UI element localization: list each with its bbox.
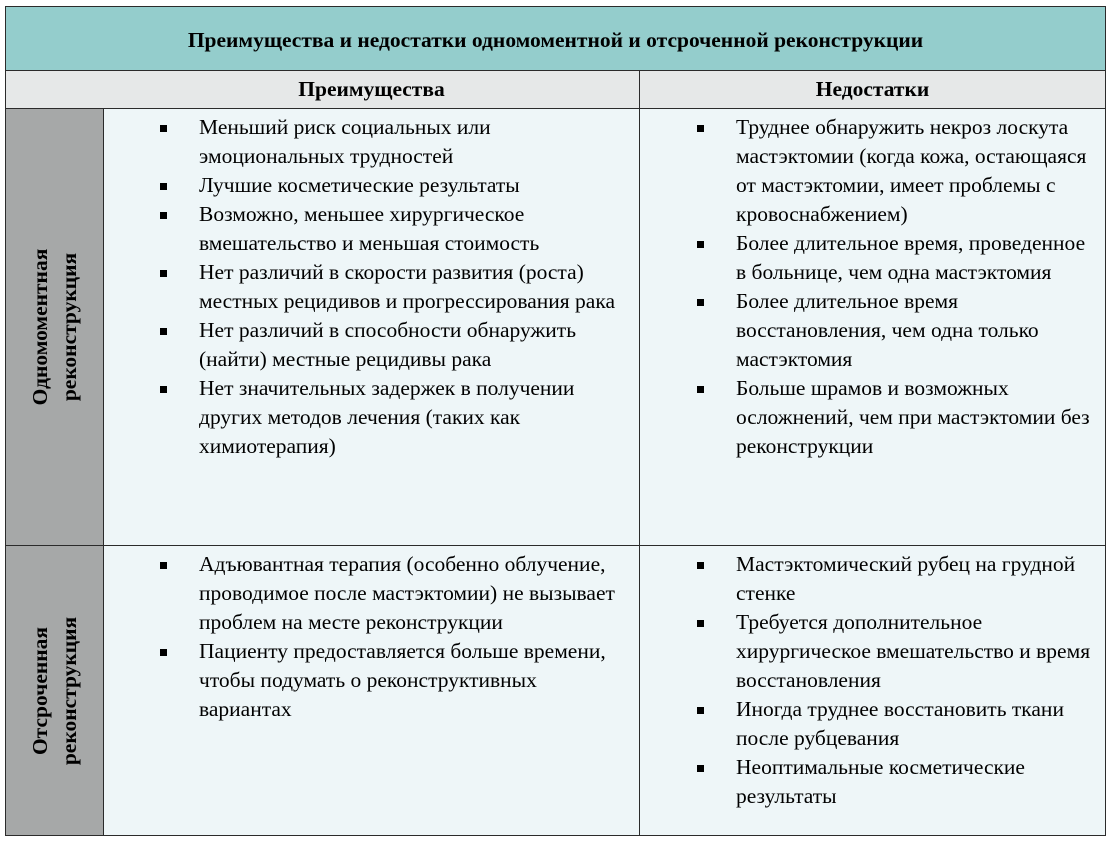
list-item: Пациенту предоставляется больше времени, чтобы подумать о реконструктивных вариантах: [104, 637, 639, 724]
list-item: Нет значительных задержек в получении других методов лечения (таких как химиотерапия): [104, 374, 639, 461]
row-label-delayed-line1: Отсроченная: [27, 626, 52, 755]
list-item: Больше шрамов и возможных осложнений, чем при мастэктомии без реконструкции: [640, 374, 1105, 461]
list-item: Требуется дополнительное хирургическое вмешательство и время восстановления: [640, 608, 1105, 695]
list-item: Нет различий в скорости развития (роста) местных рецидивов и прогрессирования рака: [104, 258, 639, 316]
row-label-delayed-line2: реконструкция: [56, 616, 81, 765]
list-item: Иногда труднее восстановить ткани после рубцевания: [640, 695, 1105, 753]
list-item: Неоптимальные косметические результаты: [640, 753, 1105, 811]
cell-delayed-disadvantages: [640, 546, 1105, 835]
cell-immediate-disadvantages: [640, 109, 1105, 546]
disadvantages-list: [640, 546, 1105, 811]
column-header-advantages: Преимущества: [104, 71, 640, 109]
advantages-list: [104, 109, 639, 461]
row-label-immediate-line1: Одномоментная: [27, 248, 52, 406]
list-item: Труднее обнаружить некроз лоскута мастэктомии (когда кожа, остающаяся от мастэктомии, имеет проблемы с кровоснабжением): [640, 113, 1105, 229]
list-item: Более длительное время восстановления, чем одна только мастэктомия: [640, 287, 1105, 374]
comparison-table: [5, 6, 1106, 836]
row-label-delayed: [6, 546, 104, 835]
row-label-immediate: [6, 109, 104, 546]
list-item: Более длительное время, проведенное в больнице, чем одна мастэктомия: [640, 229, 1105, 287]
cell-immediate-advantages: [104, 109, 640, 546]
cell-delayed-advantages: [104, 546, 640, 835]
list-item: Адъювантная терапия (особенно облучение, проводимое после мастэктомии) не вызывает проблем на месте реконструкции: [104, 550, 639, 637]
list-item: Нет различий в способности обнаружить (найти) местные рецидивы рака: [104, 316, 639, 374]
table-title: Преимущества и недостатки одномоментной и отсроченной реконструкции: [6, 7, 1105, 71]
row-label-immediate-line2: реконструкция: [56, 252, 81, 402]
column-header-disadvantages: Недостатки: [640, 71, 1105, 109]
header-corner: [6, 71, 104, 109]
list-item: Мастэктомический рубец на грудной стенке: [640, 550, 1105, 608]
disadvantages-list: [640, 109, 1105, 461]
advantages-list: [104, 546, 639, 724]
list-item: Меньший риск социальных или эмоциональных трудностей: [104, 113, 639, 171]
list-item: Возможно, меньшее хирургическое вмешательство и меньшая стоимость: [104, 200, 639, 258]
list-item: Лучшие косметические результаты: [104, 171, 639, 200]
